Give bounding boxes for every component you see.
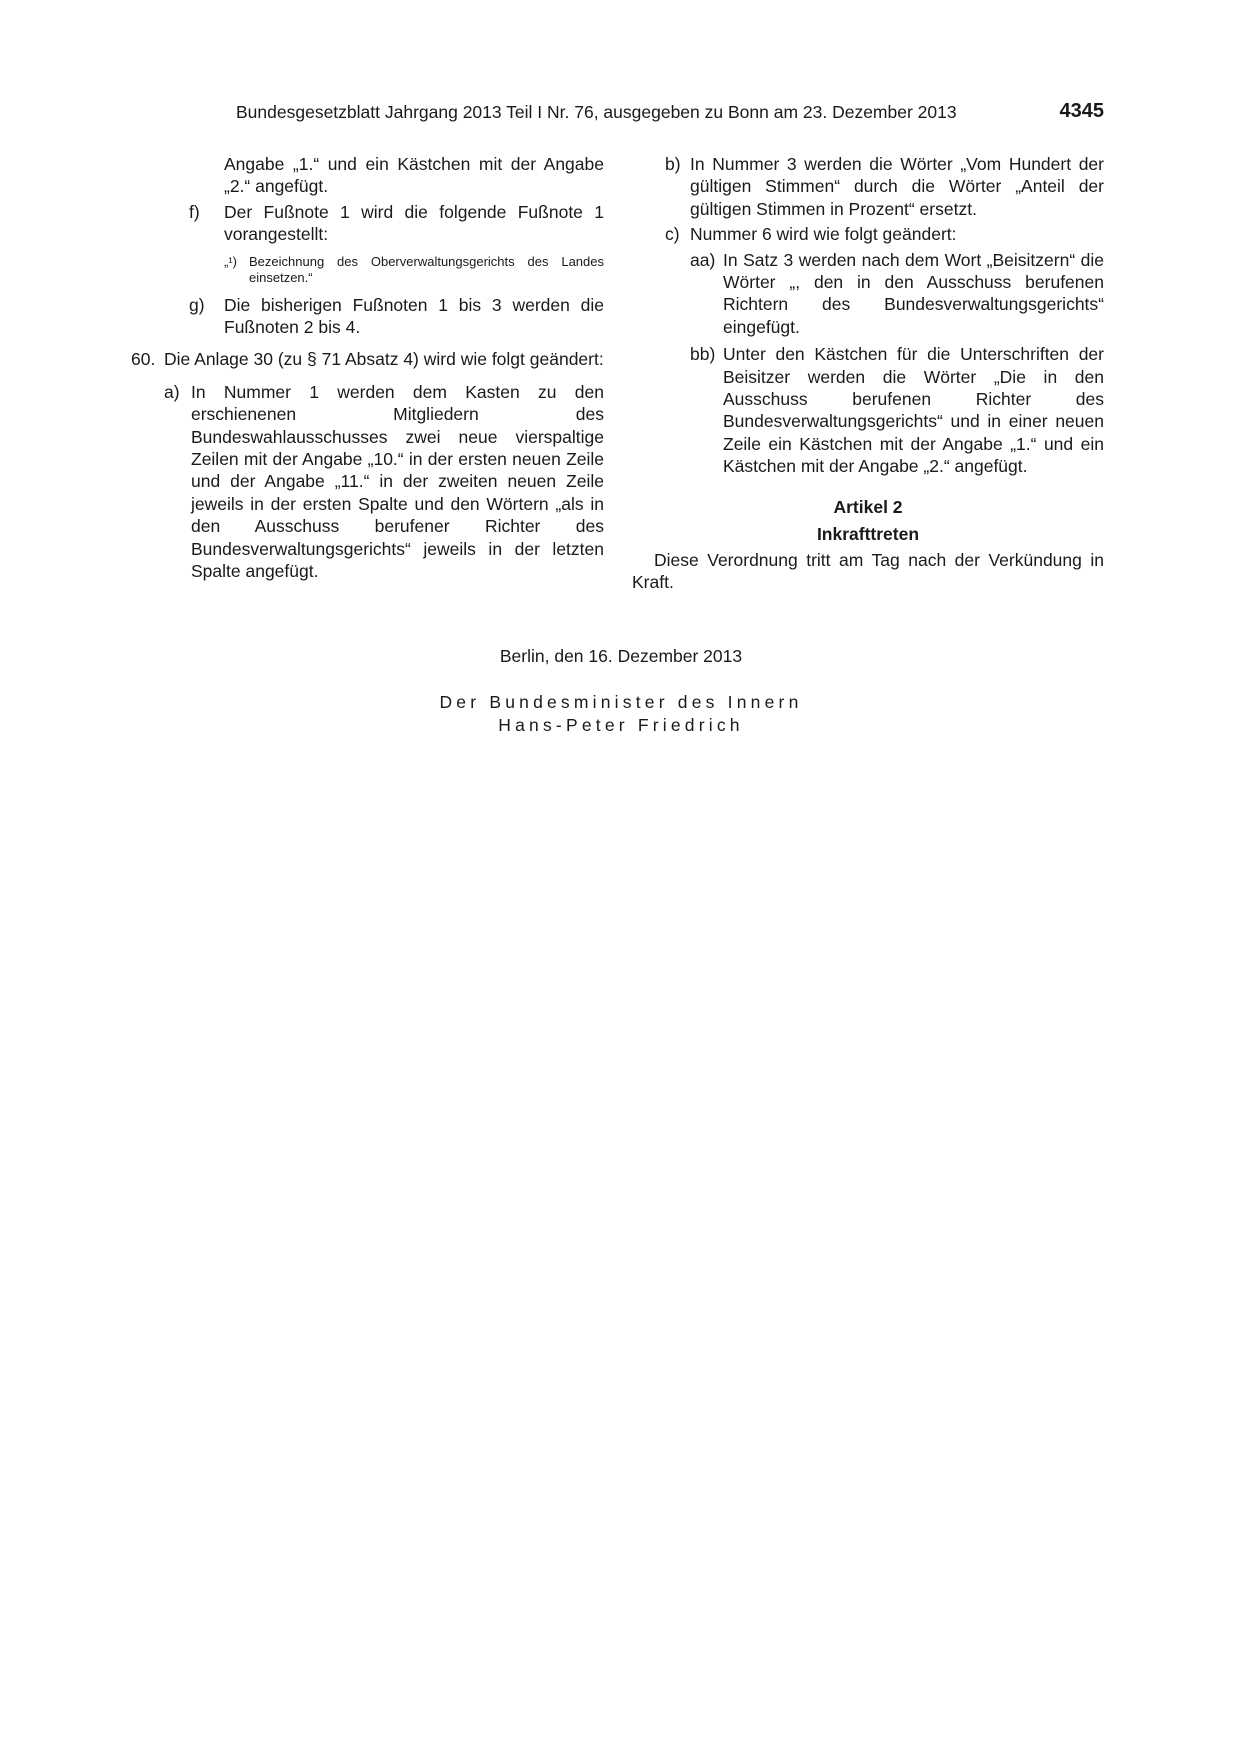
signatory-name: Hans-Peter Friedrich bbox=[498, 715, 744, 735]
item-60 bbox=[131, 348, 604, 370]
item-g bbox=[189, 294, 604, 339]
item-c-aa-text: In Satz 3 werden nach dem Wort „Beisitzern“ die Wörter „, den in den Ausschuss berufenen Richtern des Bundesverwaltungsgerichts“ eingefügt. bbox=[723, 249, 1104, 337]
item-c-label: c) bbox=[665, 224, 680, 245]
article-title: Inkrafttreten bbox=[816, 524, 920, 545]
signatory-office: Der Bundesminister des Innern bbox=[439, 692, 803, 712]
item-c-aa-label: aa) bbox=[690, 249, 716, 270]
item-c-bb-text: Unter den Kästchen für die Unterschriften der Beisitzer werden die Wörter „Die in den Ausschuss berufenen Richter des Bundesverwaltungsgerichts“ und in einer neuen Zeile ein Kästchen mit der Angabe „1.“ und ein Kästchen mit der Angabe „2.“ angefügt. bbox=[723, 344, 1104, 477]
item-f-label: f) bbox=[189, 201, 200, 222]
item-c-bb bbox=[690, 343, 1104, 477]
item-b-text: In Nummer 3 werden die Wörter „Vom Hundert der gültigen Stimmen“ durch die Wörter „Anteil der gültigen Stimmen in Prozent“ ersetzt. bbox=[690, 154, 1104, 219]
footnote-text: Bezeichnung des Oberverwaltungsgerichts des Landes einsetzen.“ bbox=[249, 253, 604, 285]
item-c-bb-label: bb) bbox=[690, 344, 716, 365]
footnote-block bbox=[224, 254, 604, 286]
item-c bbox=[665, 223, 1104, 245]
item-60-a bbox=[164, 381, 604, 583]
place-date: Berlin, den 16. Dezember 2013 bbox=[499, 646, 743, 666]
footnote-label: „¹) bbox=[224, 253, 237, 269]
item-b bbox=[665, 153, 1104, 220]
item-60-a-label: a) bbox=[164, 381, 180, 402]
right-column bbox=[632, 153, 1104, 593]
item-c-text: Nummer 6 wird wie folgt geändert: bbox=[690, 224, 957, 245]
item-f bbox=[189, 201, 604, 246]
page-number: 4345 bbox=[1059, 100, 1104, 122]
article-text: Diese Verordnung tritt am Tag nach der Verkündung in Kraft. bbox=[632, 549, 1104, 592]
header-title: Bundesgesetzblatt Jahrgang 2013 Teil I Nr. 76, ausgegeben zu Bonn am 23. Dezember 2013 bbox=[236, 102, 957, 122]
item-c-aa bbox=[690, 249, 1104, 339]
page-header bbox=[236, 100, 1104, 128]
article-heading: Artikel 2 bbox=[833, 496, 903, 517]
item-60-label: 60. bbox=[131, 349, 156, 370]
item-g-text: Die bisherigen Fußnoten 1 bis 3 werden die Fußnoten 2 bis 4. bbox=[224, 294, 604, 338]
item-b-label: b) bbox=[665, 154, 681, 174]
item-g-label: g) bbox=[189, 294, 205, 315]
item-60-a-text: In Nummer 1 werden dem Kasten zu den erschienenen Mitgliedern des Bundeswahlausschusses zwei neue vierspaltige Zeilen mit der Angabe „10.“ in der ersten neuen Zeile und der Angabe „11.“ in der zweiten neuen Zeile jeweils in der ersten Spalte und den Wörtern „als in den Ausschuss berufener Richter des Bundesverwaltungsgerichts“ jeweils in der letzten Spalte angefügt. bbox=[191, 381, 604, 582]
item-60-text: Die Anlage 30 (zu § 71 Absatz 4) wird wie folgt geändert: bbox=[164, 349, 604, 370]
left-column bbox=[131, 153, 604, 583]
continuation-text: Angabe „1.“ und ein Kästchen mit der Angabe „2.“ angefügt. bbox=[224, 154, 604, 197]
item-f-text: Der Fußnote 1 wird die folgende Fußnote 1 vorangestellt: bbox=[224, 201, 604, 245]
